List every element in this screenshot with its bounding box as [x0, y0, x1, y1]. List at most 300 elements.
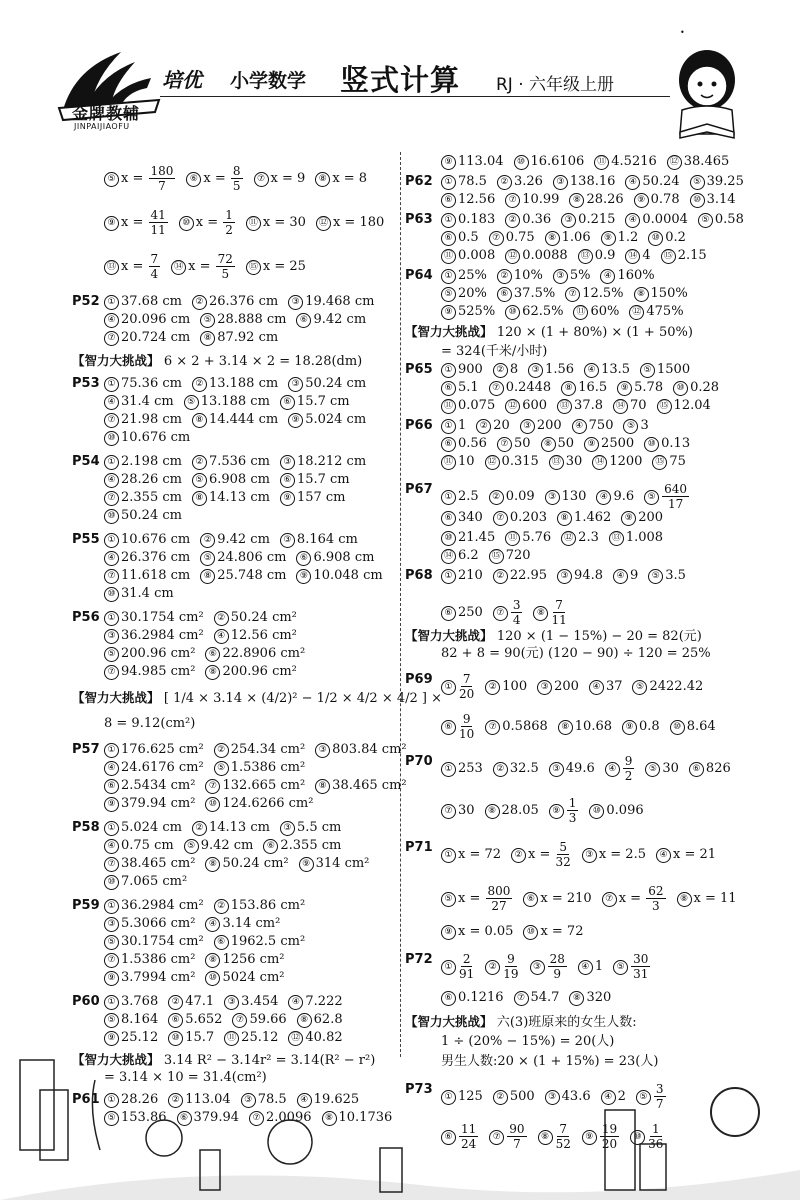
answer-item — [528, 362, 574, 378]
answer-number: ⑧ — [569, 991, 584, 1006]
answer-line — [72, 610, 307, 626]
fraction — [216, 252, 235, 281]
fraction-numerator: 1 — [568, 796, 577, 810]
answer-line — [441, 436, 700, 452]
answer-value: 10.048 cm — [313, 568, 383, 583]
answer-item — [104, 490, 182, 506]
challenge-label: 【智力大挑战】 — [72, 353, 164, 368]
answer-item — [441, 803, 475, 819]
answer-number: ⑥ — [263, 839, 278, 854]
answer-line — [104, 1012, 353, 1028]
answer-number: ⑦ — [104, 413, 119, 428]
answer-value: 5.652 — [185, 1012, 223, 1027]
answer-value: x = — [203, 171, 230, 186]
fraction-denominator: 5 — [221, 267, 230, 281]
answer-item — [441, 530, 495, 546]
answer-number: ⑫ — [505, 249, 520, 264]
answer-number: ② — [192, 455, 207, 470]
answer-number: ⑧ — [192, 491, 207, 506]
answer-item — [104, 532, 190, 548]
answer-number: ② — [497, 269, 512, 284]
answer-value: 1.5386 cm² — [230, 760, 306, 775]
answer-value: 37.5% — [513, 286, 556, 301]
answer-value: 2.3 — [578, 530, 599, 545]
answer-item — [644, 436, 690, 452]
answer-line — [441, 510, 673, 526]
page-number-label: P52 — [72, 294, 100, 309]
answer-number: ⑭ — [592, 455, 607, 470]
answer-item — [520, 418, 562, 434]
answer-number: ② — [214, 743, 229, 758]
answer-item — [511, 840, 572, 869]
answer-value: 59.66 — [249, 1012, 287, 1027]
answer-number: ① — [441, 175, 456, 190]
answer-value: 0.56 — [458, 436, 487, 451]
answer-item — [558, 719, 612, 735]
answer-item — [489, 380, 552, 396]
answer-value: 19.625 — [313, 1092, 360, 1107]
answer-value: 5.76 — [522, 530, 552, 545]
page-number-label: P63 — [405, 212, 433, 227]
answer-item — [592, 454, 642, 470]
answer-item — [441, 952, 475, 981]
answer-item — [632, 679, 703, 695]
book-title: 竖式计算 — [340, 63, 461, 97]
answer-item — [557, 510, 611, 526]
answer-number: ⑤ — [636, 1090, 651, 1105]
fraction-denominator: 3 — [652, 899, 660, 913]
answer-line — [441, 990, 621, 1006]
answer-item — [493, 598, 524, 627]
answer-value: 54.7 — [530, 990, 560, 1005]
answer-value: 38.465 cm² — [121, 856, 196, 871]
fraction-numerator: 7 — [462, 672, 471, 686]
answer-number: ④ — [104, 839, 119, 854]
answer-value: 379.94 — [193, 1110, 239, 1125]
answer-item — [315, 778, 406, 794]
answer-number: ③ — [545, 1090, 560, 1105]
answer-value: 13.188 cm — [200, 394, 270, 409]
answer-value: 2.15 — [677, 248, 707, 263]
answer-number: ⑨ — [601, 231, 616, 246]
answer-item — [634, 192, 680, 208]
answer-value: 3.26 — [513, 174, 543, 189]
answer-number: ⑩ — [648, 231, 663, 246]
answer-value: 379.94 cm² — [121, 796, 196, 811]
answer-number: ⑦ — [104, 491, 119, 506]
answer-number: ⑤ — [104, 1013, 119, 1028]
fraction-denominator: 20 — [459, 687, 475, 701]
answer-number: ① — [104, 743, 119, 758]
answer-number: ⑤ — [104, 935, 119, 950]
answer-value: 94.985 cm² — [121, 664, 196, 679]
answer-item — [192, 472, 270, 488]
answer-value: 200.96 cm² — [121, 646, 196, 661]
answer-value: 7.536 cm — [208, 454, 270, 469]
answer-number: ④ — [297, 1093, 312, 1108]
answer-item — [656, 847, 716, 863]
answer-value: 1.56 — [545, 362, 575, 377]
answer-value: 153.86 cm² — [230, 898, 306, 913]
answer-value: x = 72 — [540, 924, 584, 939]
answer-item — [214, 628, 297, 644]
fraction — [551, 598, 566, 627]
answer-value: 7.222 — [305, 994, 343, 1009]
answer-value: 138.16 — [569, 174, 616, 189]
answer-number: ④ — [601, 1090, 616, 1105]
page-number-label: P73 — [405, 1082, 433, 1097]
answer-number: ⑦ — [497, 437, 512, 452]
answer-number: ⑥ — [280, 395, 295, 410]
answer-value: 50.24 cm — [305, 376, 367, 391]
answer-value: 600 — [522, 398, 548, 413]
answer-value: 5% — [569, 268, 591, 283]
answer-value: 1.2 — [617, 230, 639, 245]
answer-value: 24.6176 cm² — [121, 760, 204, 775]
answer-value: 28.888 cm — [217, 312, 287, 327]
answer-value: 25.12 — [121, 1030, 159, 1045]
answer-value: 16.5 — [578, 380, 608, 395]
answer-item — [104, 568, 190, 584]
answer-value: 5.78 — [634, 380, 664, 395]
answer-item — [205, 664, 296, 680]
answer-number: ⑧ — [533, 606, 548, 621]
answer-item — [667, 154, 730, 170]
answer-number: ⑦ — [441, 804, 456, 819]
answer-item — [104, 820, 182, 836]
answer-item — [613, 568, 638, 584]
answer-item — [263, 838, 341, 854]
answer-number: ⑥ — [441, 991, 456, 1006]
answer-item — [561, 212, 615, 228]
answer-number: ⑧ — [205, 857, 220, 872]
answer-number: ⑩ — [523, 925, 538, 940]
answer-value: 38.465 — [683, 154, 730, 169]
answer-line — [104, 664, 307, 680]
answer-item — [104, 454, 182, 470]
answer-number: ① — [441, 848, 456, 863]
answer-item — [104, 874, 187, 890]
answer-value: x = 180 — [332, 215, 385, 230]
answer-value: 11.618 cm — [121, 568, 191, 583]
answer-item — [505, 212, 551, 228]
answer-number: ⑭ — [441, 549, 456, 564]
answer-value: 50.24 cm² — [230, 610, 297, 625]
answer-value: 1500 — [657, 362, 691, 377]
answer-item — [505, 530, 551, 546]
answer-item — [441, 362, 483, 378]
fraction-denominator: 2 — [225, 223, 233, 237]
answer-item — [168, 1012, 222, 1028]
answer-value: 37.8 — [574, 398, 603, 413]
solution-text: 120 × (1 − 15%) − 20 = 82(元) — [496, 629, 702, 644]
answer-number: ⑦ — [485, 720, 500, 735]
answer-number: ⑤ — [200, 551, 215, 566]
answer-number: ① — [441, 569, 456, 584]
answer-number: ⑩ — [104, 509, 119, 524]
answer-item — [573, 304, 619, 320]
answer-line — [405, 754, 741, 783]
answer-item — [296, 568, 382, 584]
answer-value: 200 — [554, 679, 579, 694]
answer-number: ① — [441, 269, 456, 284]
answer-number: ⑤ — [644, 490, 659, 505]
challenge-label: 【智力大挑战】 — [72, 690, 164, 705]
answer-number: ⑥ — [441, 231, 456, 246]
answer-item — [104, 952, 195, 968]
answer-item — [288, 294, 374, 310]
answer-item — [104, 664, 195, 680]
answer-line — [441, 530, 673, 546]
answer-line — [72, 353, 363, 370]
answer-value: 0.2 — [665, 230, 686, 245]
fraction-numerator: 11 — [461, 1122, 477, 1136]
answer-value: 13.5 — [601, 362, 631, 377]
answer-item — [104, 586, 174, 602]
answer-number: ④ — [625, 175, 640, 190]
answer-item — [192, 820, 270, 836]
answer-value: 20 — [493, 418, 510, 433]
answer-value: 47.1 — [185, 994, 215, 1009]
answer-item — [104, 412, 182, 428]
answer-number: ⑩ — [104, 875, 119, 890]
answer-number: ③ — [528, 363, 543, 378]
answer-value: 132.665 cm² — [222, 778, 306, 793]
answer-number: ② — [485, 960, 500, 975]
answer-item — [582, 847, 646, 863]
solution-text: = 324(千米/小时) — [441, 344, 548, 359]
answer-value: 803.84 cm² — [332, 742, 407, 757]
answer-value: 200.96 cm² — [222, 664, 297, 679]
answer-number: ④ — [578, 960, 593, 975]
fraction-denominator: 2 — [624, 769, 633, 783]
answer-value: 22.8906 cm² — [222, 646, 306, 661]
answer-item — [561, 380, 607, 396]
fraction-numerator: 640 — [664, 482, 688, 496]
answer-value: 900 — [458, 362, 483, 377]
answer-value: 8 — [509, 362, 519, 377]
answer-item — [104, 1030, 158, 1046]
answer-value: x = 9 — [270, 171, 306, 186]
answer-value: 5.3066 cm² — [121, 916, 196, 931]
answer-item — [441, 712, 475, 741]
answer-line — [104, 1030, 353, 1046]
answer-number: ⑧ — [677, 892, 692, 907]
answer-number: ⑩ — [630, 1130, 645, 1145]
answer-item — [205, 856, 288, 872]
answer-line — [72, 294, 384, 310]
answer-item — [441, 847, 501, 863]
answer-number: ⑩ — [205, 797, 220, 812]
answer-item — [224, 1030, 278, 1046]
fraction-denominator: 19 — [503, 967, 519, 981]
answer-value: 0.13 — [661, 436, 691, 451]
answer-number: ⑥ — [280, 473, 295, 488]
answer-value: 37.68 cm — [121, 294, 182, 309]
answer-number: ⑧ — [200, 569, 215, 584]
answer-number: ② — [214, 899, 229, 914]
answer-line — [104, 394, 360, 410]
answer-value: x = — [618, 891, 646, 906]
answer-item — [485, 454, 539, 470]
answer-line — [104, 330, 288, 346]
answer-value: 10.68 — [574, 719, 612, 734]
answer-value: 12.5% — [582, 286, 624, 301]
answer-item — [557, 398, 603, 414]
answer-number: ② — [192, 377, 207, 392]
answer-item — [545, 230, 591, 246]
answer-value: 5.024 cm — [305, 412, 367, 427]
answer-line — [405, 1014, 637, 1031]
fraction — [548, 952, 567, 981]
answer-item — [280, 394, 350, 410]
answer-line — [104, 312, 376, 328]
answer-number: ⑪ — [224, 1031, 239, 1046]
answer-line — [72, 898, 315, 914]
answer-value: 28.26 — [121, 1092, 159, 1107]
fraction — [567, 796, 579, 825]
answer-number: ④ — [605, 762, 620, 777]
answer-item — [315, 742, 406, 758]
answer-value: 43.6 — [561, 1089, 591, 1104]
answer-value: 1200 — [609, 454, 643, 469]
answer-value: 254.34 cm² — [230, 742, 306, 757]
answer-number: ⑩ — [589, 804, 604, 819]
answer-item — [485, 803, 539, 819]
answer-number: ⑨ — [280, 491, 295, 506]
answer-line — [405, 840, 726, 869]
answer-number: ④ — [104, 761, 119, 776]
answer-number: ⑦ — [232, 1013, 247, 1028]
answer-value: 32.5 — [509, 761, 539, 776]
fraction-denominator: 11 — [551, 613, 567, 627]
answer-number: ⑨ — [441, 155, 456, 170]
answer-number: ① — [441, 419, 456, 434]
answer-value: x = 21 — [672, 847, 717, 862]
answer-number: ③ — [280, 533, 295, 548]
answer-item — [200, 330, 278, 346]
answer-item — [104, 628, 204, 644]
answer-item — [441, 672, 475, 701]
answer-item — [645, 761, 679, 777]
answer-line — [104, 208, 394, 237]
fraction — [503, 952, 518, 981]
answer-number: ⑤ — [441, 287, 456, 302]
answer-number: ⑦ — [489, 381, 504, 396]
answer-number: ④ — [572, 419, 587, 434]
answer-number: ⑤ — [104, 647, 119, 662]
answer-item — [296, 312, 366, 328]
answer-line — [104, 916, 290, 932]
answer-line — [104, 934, 315, 950]
answer-value: 1 — [458, 418, 467, 433]
answer-item — [288, 1030, 342, 1046]
answer-number: ④ — [104, 473, 119, 488]
fraction-numerator: 3 — [512, 598, 521, 612]
answer-item — [613, 952, 651, 981]
answer-number: ③ — [241, 1093, 256, 1108]
answer-number: ④ — [205, 917, 220, 932]
fraction — [486, 884, 513, 913]
answer-number: ⑦ — [489, 231, 504, 246]
answer-item — [104, 164, 176, 193]
answer-item — [104, 330, 190, 346]
answer-item — [205, 778, 305, 794]
answer-item — [569, 990, 611, 1006]
answer-value: 1256 cm² — [222, 952, 285, 967]
answer-number: ⑥ — [523, 892, 538, 907]
answer-value: 30.1754 cm² — [121, 610, 204, 625]
answer-number: ⑥ — [497, 287, 512, 302]
answer-number: ⑮ — [657, 399, 672, 414]
answer-item — [541, 436, 575, 452]
fraction-numerator: 180 — [150, 164, 174, 178]
answer-line — [72, 376, 376, 392]
fraction-numerator: 7 — [555, 598, 563, 612]
answer-item — [602, 884, 667, 913]
answer-item — [104, 856, 195, 872]
fraction-denominator: 11 — [150, 223, 166, 237]
answer-value: 2.0096 — [266, 1110, 312, 1125]
answer-number: ⑨ — [104, 971, 119, 986]
fraction — [149, 164, 176, 193]
answer-value: 0.183 — [458, 212, 496, 227]
answer-item — [280, 454, 366, 470]
answer-number: ① — [104, 1093, 119, 1108]
answer-item — [489, 548, 531, 564]
answer-value: 253 — [458, 761, 483, 776]
fraction-numerator: 72 — [217, 252, 233, 266]
answer-item — [316, 215, 384, 231]
answer-value: x = — [121, 171, 148, 186]
fraction-denominator: 7 — [513, 1137, 521, 1151]
answer-item — [549, 454, 583, 470]
answer-value: 21.98 cm — [121, 412, 182, 427]
page-number-label: P59 — [72, 898, 100, 913]
answer-value: 20% — [458, 286, 487, 301]
answer-line — [441, 1034, 614, 1050]
answer-number: ⑤ — [690, 175, 705, 190]
answer-item — [553, 268, 591, 284]
answer-line — [405, 174, 754, 190]
answer-item — [288, 994, 342, 1010]
answer-item — [609, 530, 663, 546]
page-number-label: P64 — [405, 268, 433, 283]
answer-number: ⑫ — [485, 455, 500, 470]
answer-value: 750 — [588, 418, 614, 433]
answer-number: ② — [192, 295, 207, 310]
answer-value: x = 30 — [262, 215, 306, 230]
answer-item — [648, 568, 686, 584]
answer-item — [523, 891, 591, 907]
answer-value: 125 — [458, 1089, 483, 1104]
answer-number: ⑩ — [441, 531, 456, 546]
answer-value: 26.376 cm — [121, 550, 191, 565]
answer-value: 10.1736 — [338, 1110, 393, 1125]
answer-value: 20.096 cm — [121, 312, 191, 327]
answer-item — [497, 436, 531, 452]
answer-item — [441, 436, 487, 452]
solution-text: 六(3)班原来的女生人数: — [496, 1015, 637, 1030]
answer-number: ⑦ — [493, 511, 508, 526]
answer-number: ① — [441, 1090, 456, 1105]
answer-value: 0.9 — [594, 248, 616, 263]
answer-number: ⑥ — [205, 647, 220, 662]
answer-line — [104, 586, 184, 602]
answer-item — [104, 916, 195, 932]
answer-number: ④ — [613, 569, 628, 584]
answer-item — [677, 891, 737, 907]
